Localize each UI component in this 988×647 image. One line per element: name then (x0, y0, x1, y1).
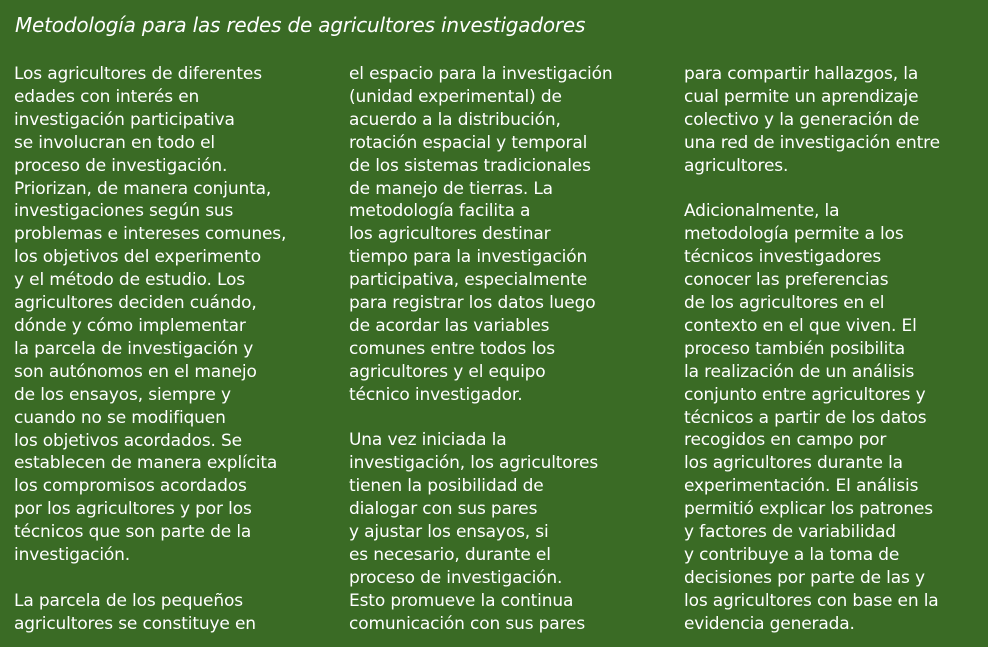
paragraph (684, 200, 984, 635)
text-line: agricultores se constituye en (14, 613, 256, 634)
text-line: y el método de estudio. Los (14, 270, 245, 291)
text-line: agricultores deciden cuándo, (14, 293, 257, 314)
section-title: Metodología para las redes de agricultores investigadores (15, 13, 586, 37)
text-column-2 (349, 63, 659, 636)
text-line: establecen de manera explícita (14, 453, 278, 474)
text-line: investigaciones según sus (14, 201, 234, 222)
text-line: de manejo de tierras. La (349, 178, 553, 199)
text-line: los objetivos acordados. Se (14, 430, 242, 451)
text-line: y factores de variabilidad (684, 522, 896, 543)
paragraph (349, 429, 659, 635)
text-line: técnicos investigadores (684, 247, 882, 268)
text-line: los compromisos acordados (14, 476, 247, 497)
text-line: agricultores. (684, 155, 789, 176)
text-line: técnicos que son parte de la (14, 522, 252, 543)
text-line: los agricultores destinar (349, 224, 551, 245)
text-line: proceso también posibilita (684, 338, 905, 359)
paragraph (349, 63, 659, 407)
paragraph (14, 63, 314, 567)
paragraph-gap (349, 407, 659, 430)
text-line: metodología facilita a (349, 201, 531, 222)
text-line: problemas e intereses comunes, (14, 224, 287, 245)
text-line: (unidad experimental) de (349, 86, 562, 107)
text-line: investigación, los agricultores (349, 453, 599, 474)
text-line: investigación participativa (14, 109, 235, 130)
text-line: por los agricultores y por los (14, 499, 252, 520)
paragraph-gap (684, 178, 984, 201)
text-line: técnico investigador. (349, 384, 523, 405)
text-line: La parcela de los pequeños (14, 590, 243, 611)
text-line: tienen la posibilidad de (349, 476, 544, 497)
text-line: agricultores y el equipo (349, 361, 546, 382)
text-line: Adicionalmente, la (684, 201, 840, 222)
text-line: investigación. (14, 545, 131, 566)
text-line: es necesario, durante el (349, 545, 551, 566)
text-line: dónde y cómo implementar (14, 315, 246, 336)
text-line: los objetivos del experimento (14, 247, 261, 268)
text-line: participativa, especialmente (349, 270, 588, 291)
text-line: comunicación con sus pares (349, 613, 586, 634)
text-line: experimentación. El análisis (684, 476, 919, 497)
text-line: conjunto entre agricultores y (684, 384, 926, 405)
text-line: son autónomos en el manejo (14, 361, 257, 382)
text-line: una red de investigación entre (684, 132, 940, 153)
text-line: colectivo y la generación de (684, 109, 920, 130)
text-line: dialogar con sus pares (349, 499, 538, 520)
text-line: de los ensayos, siempre y (14, 384, 231, 405)
text-line: tiempo para la investigación (349, 247, 588, 268)
text-line: cual permite un aprendizaje (684, 86, 919, 107)
text-column-3 (684, 63, 984, 636)
text-line: Una vez iniciada la (349, 430, 507, 451)
text-line: para compartir hallazgos, la (684, 64, 919, 84)
text-line: de los sistemas tradicionales (349, 155, 591, 176)
text-line: metodología permite a los (684, 224, 904, 245)
paragraph (14, 590, 314, 636)
text-line: se involucran en todo el (14, 132, 215, 153)
text-line: conocer las preferencias (684, 270, 889, 291)
text-line: cuando no se modifiquen (14, 407, 226, 428)
text-line: de los agricultores en el (684, 293, 885, 314)
text-line: técnicos a partir de los datos (684, 407, 927, 428)
text-line: decisiones por parte de las y (684, 567, 925, 588)
text-line: la realización de un análisis (684, 361, 915, 382)
text-line: contexto en el que viven. El (684, 315, 917, 336)
text-line: permitió explicar los patrones (684, 499, 933, 520)
text-line: comunes entre todos los (349, 338, 556, 359)
text-line: la parcela de investigación y (14, 338, 254, 359)
text-line: el espacio para la investigación (349, 64, 613, 84)
text-line: proceso de investigación. (14, 155, 228, 176)
text-line: los agricultores durante la (684, 453, 903, 474)
paragraph-gap (14, 567, 314, 590)
text-line: recogidos en campo por (684, 430, 887, 451)
text-line: proceso de investigación. (349, 567, 563, 588)
text-line: Los agricultores de diferentes (14, 64, 262, 84)
text-line: para registrar los datos luego (349, 293, 596, 314)
text-line: Esto promueve la continua (349, 590, 574, 611)
text-line: de acordar las variables (349, 315, 550, 336)
text-line: edades con interés en (14, 86, 200, 107)
text-line: y contribuye a la toma de (684, 545, 900, 566)
text-column-1 (14, 63, 314, 636)
text-line: Priorizan, de manera conjunta, (14, 178, 272, 199)
text-line: rotación espacial y temporal (349, 132, 588, 153)
paragraph (684, 63, 984, 178)
text-line: y ajustar los ensayos, si (349, 522, 549, 543)
text-line: los agricultores con base en la (684, 590, 939, 611)
text-line: acuerdo a la distribución, (349, 109, 561, 130)
text-line: evidencia generada. (684, 613, 855, 634)
